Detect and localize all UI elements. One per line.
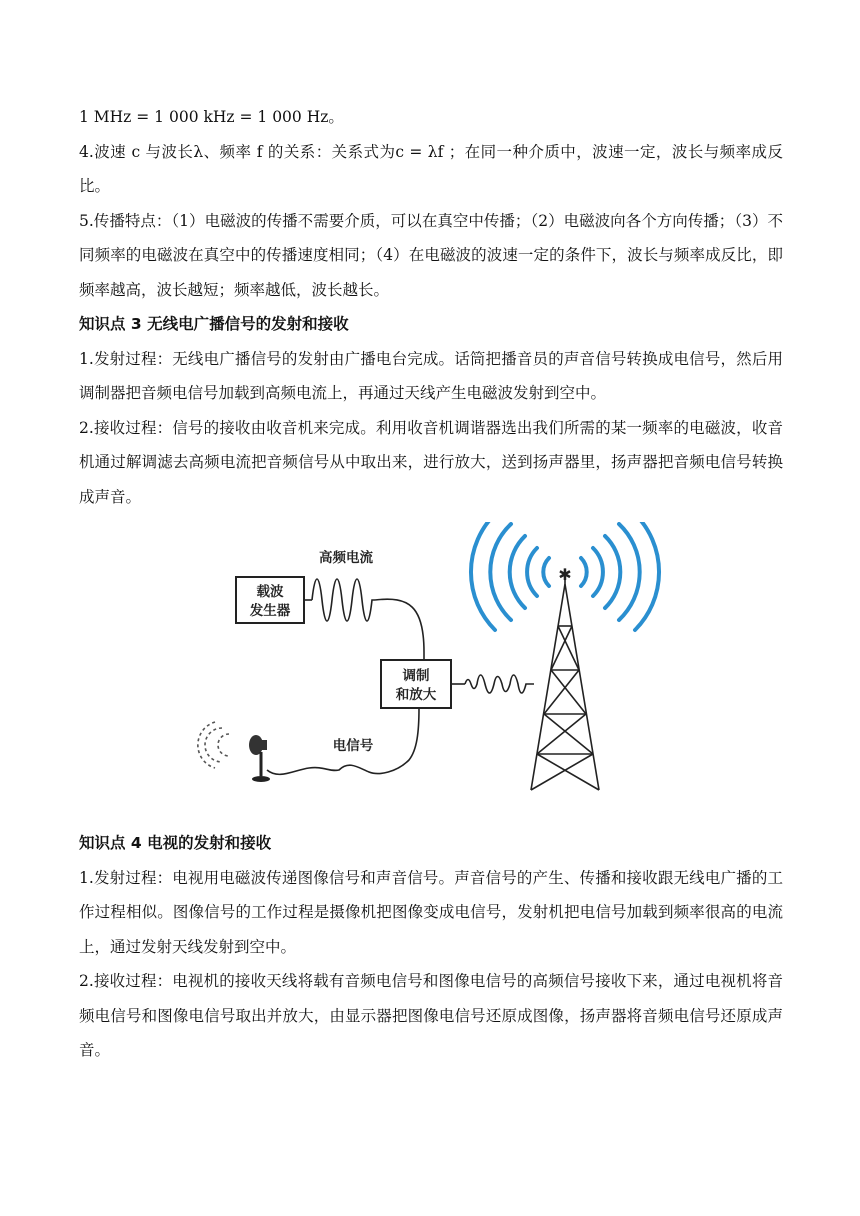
carrier-label-line1: 载波 xyxy=(256,584,284,600)
section-3-reception-paragraph: 2.接收过程：信号的接收由收音机来完成。利用收音机调谐器选出我们所需的某一频率的电磁波，收音机通过解调滤去高频电流把音频信号从中取出来，进行放大，送到扬声器里，扬声器把音频电信号转换成声音。 xyxy=(79,418,783,506)
wave-relation-paragraph: 4.波速 c 与波长λ、频率 f 的关系：关系式为c = λf ；在同一种介质中，波速一定，波长与频率成反比。 xyxy=(79,142,783,195)
hf-current-label: 高频电流 xyxy=(319,550,373,566)
antenna-tip-icon: ✱ xyxy=(558,565,572,584)
propagation-paragraph: 5.传播特点：（1）电磁波的传播不需要介质，可以在真空中传播；（2）电磁波向各个方向传播；（3）不同频率的电磁波在真空中的传播速度相同；（4）在电磁波的波速一定的条件下，波长与频率成反比，即频率越高，波长越短；频率越低，波长越长。 xyxy=(79,211,783,299)
broadcast-tower-icon xyxy=(531,570,599,790)
diagram-svg xyxy=(79,522,783,822)
modulate-label-line2: 和放大 xyxy=(395,687,437,703)
radio-broadcast-diagram xyxy=(79,522,783,822)
modulate-label-line1: 调制 xyxy=(402,668,430,684)
section-4-heading: 知识点 4 电视的发射和接收 xyxy=(79,834,272,852)
carrier-label-line2: 发生器 xyxy=(249,603,291,619)
electric-signal-label: 电信号 xyxy=(332,738,374,754)
modulated-wave xyxy=(465,675,534,693)
section-3-heading: 知识点 3 无线电广播信号的发射和接收 xyxy=(79,315,349,333)
microphone-icon xyxy=(198,722,270,782)
section-4-emission-paragraph: 1.发射过程：电视用电磁波传递图像信号和声音信号。声音信号的产生、传播和接收跟无线电广播的工作过程相似。图像信号的工作过程是摄像机把图像变成电信号，发射机把电信号加载到频率很高的电流上，通过发射天线发射到空中。 xyxy=(79,868,783,956)
unit-conversion-line: 1 MHz = 1 000 kHz = 1 000 Hz。 xyxy=(79,108,344,126)
document-content xyxy=(79,100,783,1068)
section-3-emission-paragraph: 1.发射过程：无线电广播信号的发射由广播电台完成。话筒把播音员的声音信号转换成电信号，然后用调制器把音频电信号加载到高频电流上，再通过天线产生电磁波发射到空中。 xyxy=(79,349,783,402)
section-4-reception-paragraph: 2.接收过程：电视机的接收天线将载有音频电信号和图像电信号的高频信号接收下来，通过电视机将音频电信号和图像电信号取出并放大，由显示器把图像电信号还原成图像，扬声器将音频电信号还原成声音。 xyxy=(79,972,783,1059)
hf-current-wave xyxy=(312,579,375,621)
